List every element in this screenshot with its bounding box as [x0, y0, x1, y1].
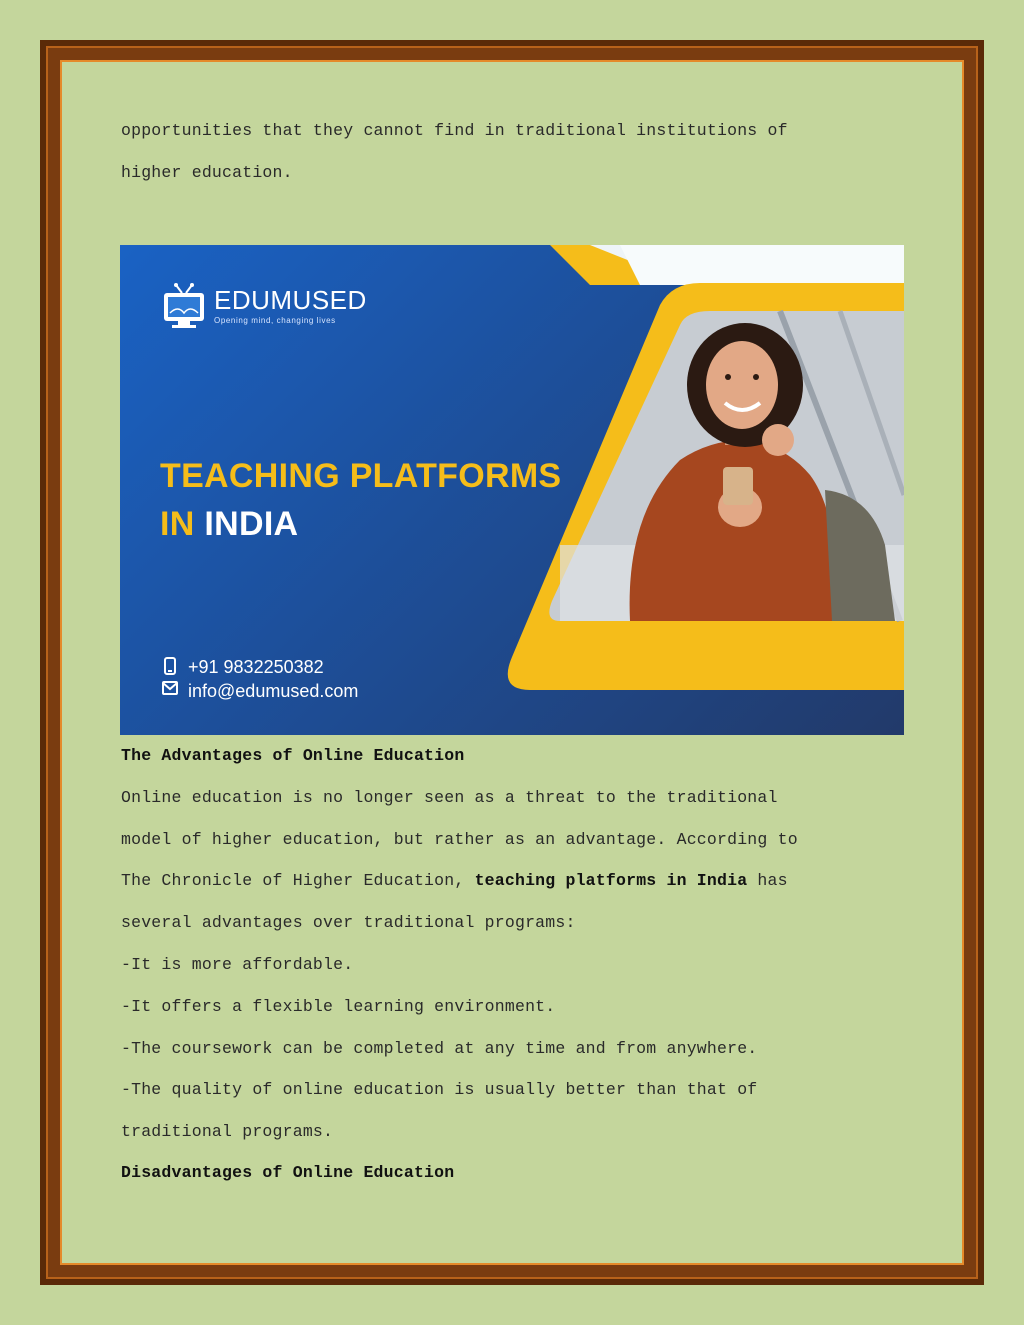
banner-title-in: IN — [160, 505, 195, 543]
bullet-quality-cont: traditional programs. — [121, 1122, 334, 1141]
banner-title-line-2 — [160, 507, 298, 541]
intro-line-1: opportunities that they cannot find in traditional institutions of — [121, 121, 788, 140]
banner-email-address: info@edumused.com — [188, 681, 359, 701]
section-heading-advantages: The Advantages of Online Education — [121, 746, 465, 765]
teaching-platforms-keyword: teaching platforms in India — [474, 871, 748, 890]
edumused-logo — [162, 283, 367, 329]
section-heading-disadvantages: Disadvantages of Online Education — [121, 1163, 455, 1182]
banner-light-corner — [620, 245, 904, 285]
section1-line-2: model of higher education, but rather as an advantage. According to — [121, 830, 798, 849]
bullet-anytime: -The coursework can be completed at any time and from anywhere. — [121, 1039, 758, 1058]
phone-icon — [162, 660, 178, 676]
mail-icon — [162, 684, 178, 700]
banner-phone — [162, 657, 324, 678]
section1-line-3-start: The Chronicle of Higher Education, — [121, 871, 475, 890]
teaching-platforms-banner — [120, 245, 904, 735]
bullet-affordable: -It is more affordable. — [121, 955, 354, 974]
section1-line-4: several advantages over traditional programs: — [121, 913, 576, 932]
section1-line-3-end: has — [747, 871, 788, 890]
bullet-flexible: -It offers a flexible learning environment. — [121, 997, 556, 1016]
person-phone — [723, 467, 753, 505]
section1-line-3 — [121, 871, 788, 890]
banner-title-line-1: TEACHING PLATFORMS — [160, 457, 562, 495]
banner-email — [162, 681, 358, 702]
section1-line-1: Online education is no longer seen as a threat to the traditional — [121, 788, 778, 807]
person-raised-hand — [762, 424, 794, 456]
intro-line-2: higher education. — [121, 163, 293, 182]
person-eye-right — [753, 374, 759, 380]
logo-name: EDUMUSED — [214, 285, 367, 315]
person-face — [706, 341, 778, 429]
person-eye-left — [725, 374, 731, 380]
bullet-quality: -The quality of online education is usually better than that of — [121, 1080, 758, 1099]
tv-book-icon — [162, 283, 206, 329]
logo-tagline: Opening mind, changing lives — [214, 316, 336, 325]
banner-phone-number: +91 9832250382 — [188, 657, 324, 677]
banner-title-india: INDIA — [204, 505, 299, 543]
